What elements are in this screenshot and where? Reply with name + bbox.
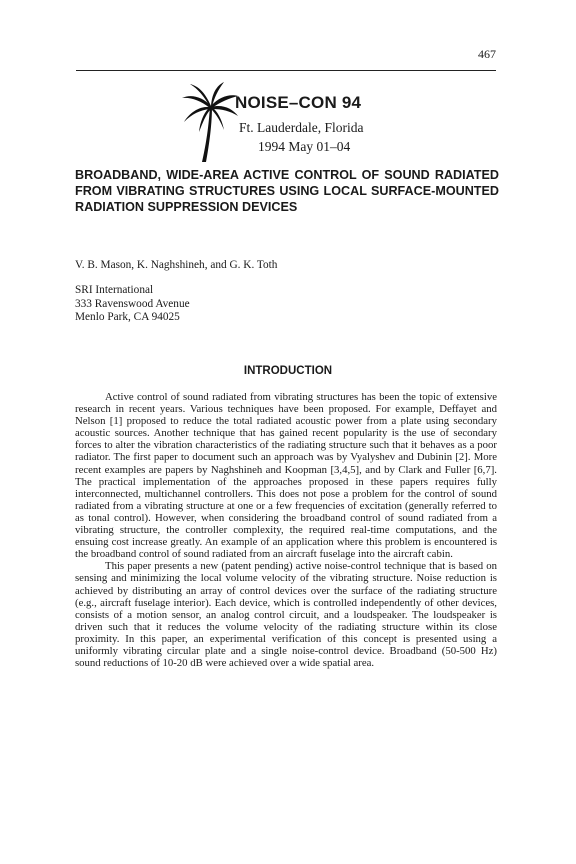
conference-location: Ft. Lauderdale, Florida bbox=[239, 120, 364, 135]
affiliation-organization: SRI International bbox=[75, 284, 154, 296]
body-text bbox=[75, 391, 497, 669]
conference-date: 1994 May 01–04 bbox=[258, 139, 351, 154]
conference-name: NOISE–CON 94 bbox=[235, 93, 362, 112]
paper-title: BROADBAND, WIDE-AREA ACTIVE CONTROL OF SOUND RADIATED FROM VIBRATING STRUCTURES USING LOCAL SURFACE-MOUNTED RADIATION SUPPRESSION DEVICES bbox=[75, 168, 499, 214]
header-rule bbox=[76, 70, 496, 71]
authors: V. B. Mason, K. Naghshineh, and G. K. Toth bbox=[75, 259, 278, 271]
paragraph: This paper presents a new (patent pending) active noise-control technique that is based on sensing and minimizing the local volume velocity of the vibrating structure. Noise reduction is achieved by distributing an array of control devices over the surface of the radiating structure (e.g., aircraft fuselage interior). Each device, which is controlled independently of other devices, consists of a motion sensor, an analog control circuit, and a loudspeaker. The loudspeaker is driven such that it reduces the volume velocity of the radiating structure within its close proximity. In this paper, an experimental verification of this concept is presented using a uniformly vibrating circular plate and a single noise-control device. Broadband (50-500 Hz) sound reductions of 10-20 dB were achieved over a wide spatial area. bbox=[75, 560, 497, 670]
page-number: 467 bbox=[478, 47, 496, 61]
affiliation bbox=[75, 284, 190, 325]
palm-tree-icon bbox=[180, 82, 240, 164]
section-heading: INTRODUCTION bbox=[243, 365, 333, 377]
paragraph: Active control of sound radiated from vibrating structures has been the topic of extensive research in recent years. Various techniques have been proposed. For example, Deffayet and Nelson [1] proposed to reduce the total radiated acoustic power from a plate using secondary acoustic sources. Another technique that has gained recent popularity is the use of secondary forces to alter the vibration characteristics of the radiating structure such that it behaves as a poor radiator. The first paper to document such an approach was by Vyalyshev and Dubinin [2]. More recent examples are papers by Naghshineh and Koopman [3,4,5], and by Clark and Fuller [6,7]. The practical implementation of the approaches proposed in these papers requires fully interconnected, multichannel controllers. This does not pose a problem for the control of sound radiated from a vibrating structure at one or a few frequencies of excitation (generally referred to as tonal control). However, when considering the broadband control of sound radiated from a vibrating structure, the controller complexity, the required real-time computations, and the ensuing cost increase greatly. An example of an application where this problem is encountered is the broadband control of sound radiated from an aircraft fuselage into the aircraft cabin. bbox=[75, 391, 497, 561]
affiliation-city: Menlo Park, CA 94025 bbox=[75, 311, 180, 323]
affiliation-street: 333 Ravenswood Avenue bbox=[75, 297, 190, 310]
